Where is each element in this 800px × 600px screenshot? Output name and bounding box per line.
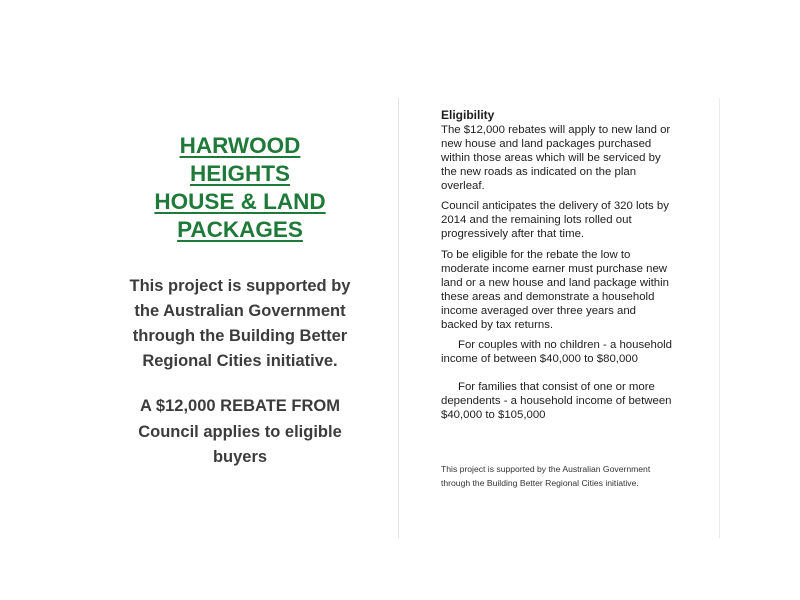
paragraph-line: To be eligible for the rebate the low to [441,249,631,261]
support-line: Regional Cities initiative. [142,352,338,370]
support-line: the Australian Government [134,302,346,320]
paragraph-line: the new roads as indicated on the plan [441,166,637,178]
rebate-line: Council applies to eligible [138,423,342,441]
paragraph-line: these areas and demonstrate a household [441,291,655,303]
title-line: HARWOOD [179,133,301,158]
delivery-paragraph [441,199,691,241]
paragraph-line: dependents - a household income of between [441,395,672,407]
paragraph-line: For families that consist of one or more [458,381,655,393]
rebate-line: A $12,000 REBATE FROM [140,397,340,415]
paragraph-line: For couples with no children - a household [458,339,673,351]
rebate-line: buyers [212,448,268,466]
rebate-scope-paragraph [441,123,691,193]
paragraph-line: new house and land packages purchased [441,138,652,150]
right-page [398,98,720,538]
support-line: This project is supported by [129,277,351,295]
left-page [100,118,380,548]
paragraph-line: within those areas which will be serviced by [441,152,661,164]
title-line: PACKAGES [177,217,303,242]
paragraph-line: backed by tax returns. [441,319,554,331]
title-line: HEIGHTS [189,161,290,186]
paragraph-line: land or a new house and land package within [441,277,669,289]
support-statement [100,274,380,374]
paragraph-line: progressively after that time. [441,228,585,240]
paragraph-line: $40,000 to $105,000 [441,409,546,421]
paragraph-line: moderate income earner must purchase new [441,263,668,275]
paragraph-line: 2014 and the remaining lots rolled out [441,214,632,226]
paragraph-line: income of between $40,000 to $80,000 [441,353,638,365]
support-line: through the Building Better [132,327,348,345]
paragraph-line: overleaf. [441,180,485,192]
eligibility-heading: Eligibility [441,108,495,122]
paragraph-line: income averaged over three years and [441,305,637,317]
couples-income-paragraph [441,338,691,366]
paragraph-line: Council anticipates the delivery of 320 lots by [441,200,669,212]
support-footer [441,462,701,490]
title-line: HOUSE & LAND [154,189,326,214]
footer-line: through the Building Better Regional Cities initiative. [441,478,639,488]
footer-line: This project is supported by the Australian Government [441,464,651,474]
eligibility-paragraph [441,248,691,332]
page-title [100,132,380,244]
paragraph-line: The $12,000 rebates will apply to new land or [441,124,671,136]
rebate-statement [100,394,380,470]
families-income-paragraph [441,380,691,422]
